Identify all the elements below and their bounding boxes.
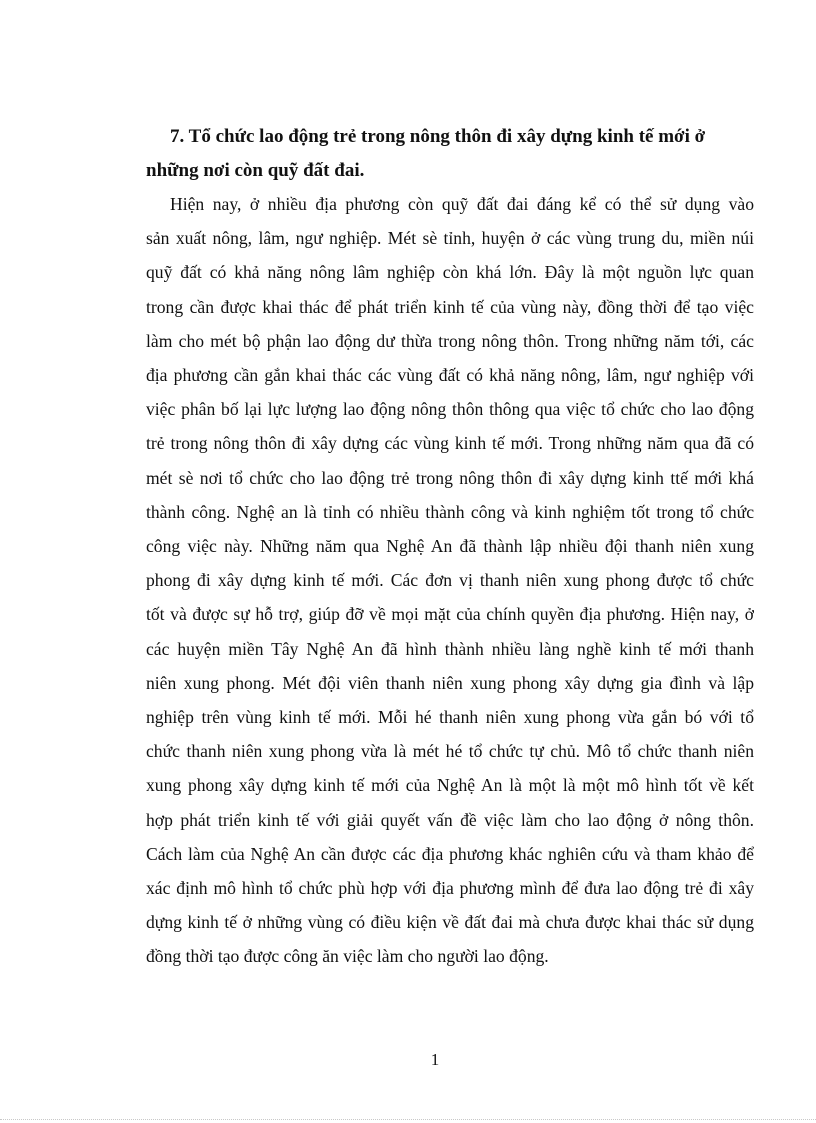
paragraph-line: thành công. Nghệ an là tỉnh có nhiều thành công và kinh nghiệm tốt trong tổ chức bbox=[146, 501, 754, 522]
paragraph-line: địa phương cần gắn khai thác các vùng đất có khả năng nông, lâm, ngư nghiệp với bbox=[146, 365, 754, 386]
paragraph-line: đồng thời tạo được công ăn việc làm cho người lao động. bbox=[146, 946, 549, 967]
paragraph-line: công việc này. Những năm qua Nghệ An đã thành lập nhiều đội thanh niên xung bbox=[146, 536, 754, 557]
paragraph-line: quỹ đất có khả năng nông lâm nghiệp còn khá lớn. Đây là một nguồn lực quan bbox=[146, 262, 754, 283]
page-number: 1 bbox=[430, 1050, 440, 1069]
paragraph-line: trong cần được khai thác để phát triển kinh tế của vùng này, đồng thời để tạo việc bbox=[146, 296, 754, 317]
paragraph-line: sản xuất nông, lâm, ngư nghiệp. Mét sè tỉnh, huyện ở các vùng trung du, miền núi bbox=[146, 228, 754, 249]
paragraph-line: dựng kinh tế ở những vùng có điều kiện về đất đai mà chưa được khai thác sử dụng bbox=[146, 912, 754, 933]
paragraph-line: xác định mô hình tổ chức phù hợp với địa phương mình để đưa lao động trẻ đi xây bbox=[146, 878, 754, 899]
paragraph-line: hợp phát triển kinh tế với giải quyết vấn đề việc làm cho lao động ở nông thôn. bbox=[146, 809, 754, 830]
paragraph-line: Hiện nay, ở nhiều địa phương còn quỹ đất đai đáng kể có thể sử dụng vào bbox=[170, 194, 754, 214]
paragraph-line: nghiệp trên vùng kinh tế mới. Mỗi hé thanh niên xung phong vừa gắn bó với tổ bbox=[146, 707, 754, 728]
section-heading-line-2: những nơi còn quỹ đất đai. bbox=[146, 160, 365, 181]
page-bottom-divider bbox=[0, 1119, 816, 1120]
paragraph-line: chức thanh niên xung phong vừa là mét hé tổ chức tự chủ. Mô tổ chức thanh niên bbox=[146, 741, 754, 762]
paragraph-line: việc phân bố lại lực lượng lao động nông thôn thông qua việc tổ chức cho lao động bbox=[146, 399, 754, 420]
paragraph-line: niên xung phong. Mét đội viên thanh niên xung phong xây dựng gia đình và lập bbox=[146, 672, 754, 693]
paragraph-line: trẻ trong nông thôn đi xây dựng các vùng kinh tế mới. Trong những năm qua đã có bbox=[146, 433, 754, 454]
paragraph-line: phong đi xây dựng kinh tế mới. Các đơn vị thanh niên xung phong được tổ chức bbox=[146, 570, 754, 591]
body-paragraph bbox=[146, 187, 754, 974]
paragraph-line: các huyện miền Tây Nghệ An đã hình thành nhiều làng nghề kinh tế mới thanh bbox=[146, 638, 754, 659]
section-heading-line-1: 7. Tổ chức lao động trẻ trong nông thôn đi xây dựng kinh tế mới ở bbox=[170, 126, 706, 147]
paragraph-line: xung phong xây dựng kinh tế mới của Nghệ An là một là một mô hình tốt về kết bbox=[146, 775, 754, 796]
paragraph-line: Cách làm của Nghệ An cần được các địa phương khác nghiên cứu và tham khảo để bbox=[146, 843, 754, 864]
section-heading bbox=[146, 120, 754, 188]
paragraph-line: làm cho mét bộ phận lao động dư thừa trong nông thôn. Trong những năm tới, các bbox=[146, 330, 754, 351]
paragraph-line: mét sè nơi tổ chức cho lao động trẻ trong nông thôn đi xây dựng kinh ttế mới khá bbox=[146, 467, 754, 488]
paragraph-line: tốt và được sự hỗ trợ, giúp đỡ về mọi mặt của chính quyền địa phương. Hiện nay, ở bbox=[146, 604, 754, 625]
